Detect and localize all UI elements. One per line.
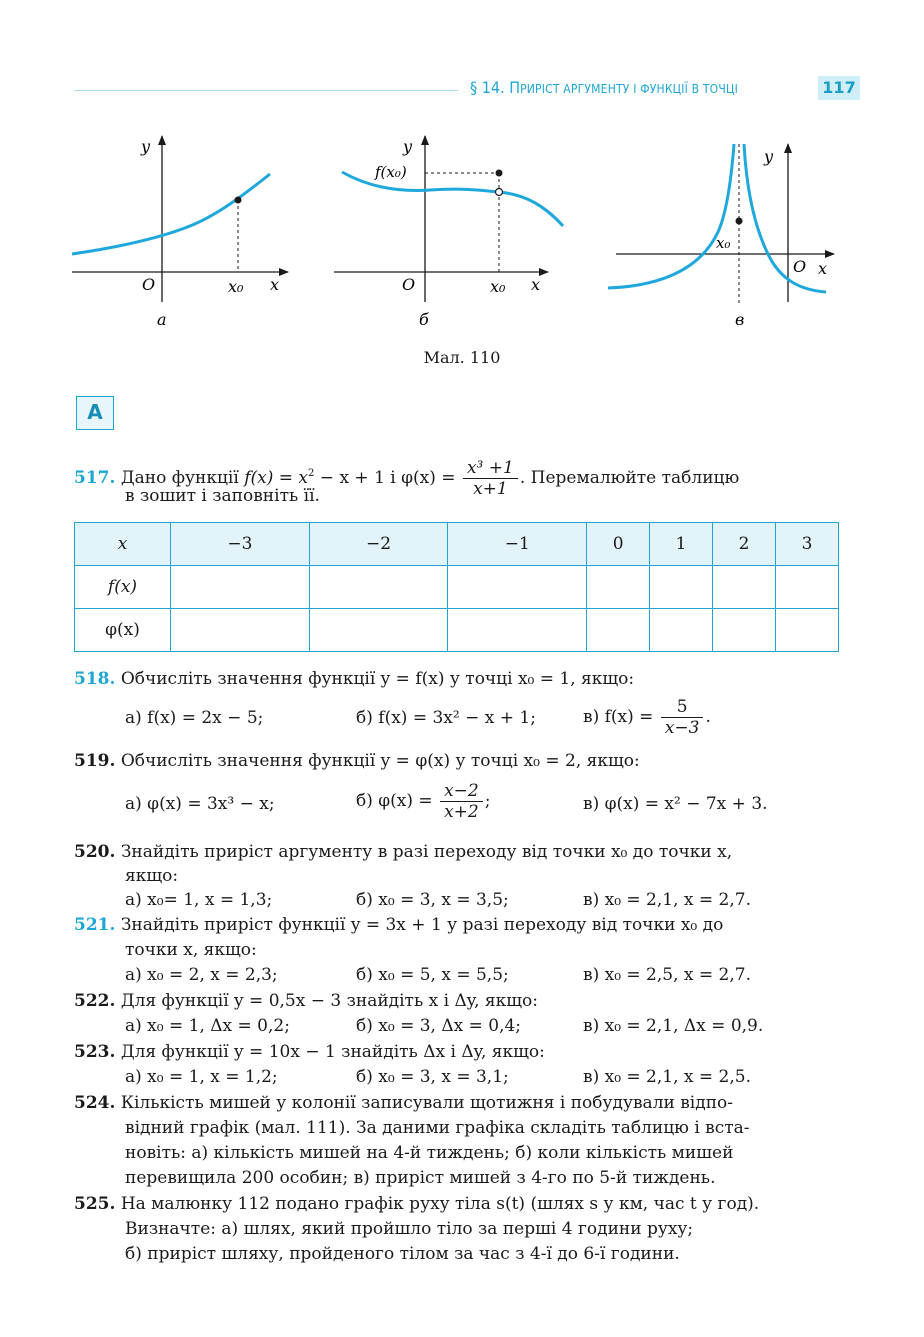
values-table	[74, 522, 839, 652]
label-fx0: f(x₀)	[375, 163, 407, 181]
table-cell	[309, 609, 448, 652]
problem-text: в) f(x) =	[583, 707, 654, 727]
table-cell	[713, 566, 776, 609]
fraction	[661, 697, 704, 738]
problem-518-c	[583, 697, 711, 738]
problem-number: 519.	[74, 751, 116, 771]
fraction-numerator: x−2	[444, 781, 479, 801]
problem-521-b: б) x₀ = 5, x = 5,5;	[356, 965, 509, 985]
label-x0: x₀	[228, 277, 244, 296]
section-title-initial: П	[509, 78, 521, 97]
label-x0: x₀	[490, 277, 506, 296]
label-origin: O	[142, 275, 156, 294]
problem-519	[74, 749, 640, 774]
problem-text: Знайдіть приріст функції y = 3x + 1 у разі переходу від точки x₀ до	[120, 915, 724, 935]
problem-517-line2: в зошит і заповніть її.	[125, 486, 320, 506]
graphs-svg	[0, 120, 924, 340]
table-cell: 1	[650, 523, 713, 566]
point-marker	[496, 170, 503, 177]
problem-number: 524.	[74, 1093, 116, 1113]
table-cell	[309, 566, 448, 609]
problem-522-c: в) x₀ = 2,1, Δx = 0,9.	[583, 1016, 764, 1036]
problem-text: . Перемалюйте таблицю	[519, 468, 740, 488]
figure-caption: Мал. 110	[423, 348, 501, 367]
fraction-denominator: x+2	[444, 802, 479, 822]
table-cell	[587, 566, 650, 609]
table-cell	[448, 566, 587, 609]
panel-letter: в	[735, 310, 745, 329]
table-cell	[448, 609, 587, 652]
hollow-point-marker	[496, 189, 503, 196]
problem-521-c: в) x₀ = 2,5, x = 2,7.	[583, 965, 751, 985]
problem-520-c: в) x₀ = 2,1, x = 2,7.	[583, 890, 751, 910]
problem-523	[74, 1040, 545, 1065]
table-cell	[776, 609, 839, 652]
problem-number: 520.	[74, 842, 116, 862]
table-row-label: φ(x)	[75, 609, 171, 652]
table-cell: 0	[587, 523, 650, 566]
label-origin: O	[402, 275, 416, 294]
problem-523-c: в) x₀ = 2,1, x = 2,5.	[583, 1067, 751, 1087]
problem-520-line2: якщо:	[125, 866, 179, 886]
problem-522-a: а) x₀ = 1, Δx = 0,2;	[125, 1016, 290, 1036]
problem-523-a: а) x₀ = 1, x = 1,2;	[125, 1067, 278, 1087]
problem-text: ;	[484, 791, 491, 811]
formula: − x + 1 і φ(x) =	[314, 468, 456, 488]
problem-522-b: б) x₀ = 3, Δx = 0,4;	[356, 1016, 522, 1036]
label-x: x	[818, 259, 828, 278]
label-y: y	[764, 147, 774, 166]
section-level-badge: А	[76, 396, 114, 430]
label-x: x	[531, 275, 541, 294]
table-cell: −1	[448, 523, 587, 566]
graph-b	[334, 136, 563, 329]
problem-524	[74, 1091, 733, 1116]
problem-517: 517. Дано функції $f(x) = x^2 - x + 1$ і φ(x) = $\frac{\text{x³ +1}}{x+1}$ . Перемалюйте таблицю	[74, 458, 740, 499]
table-cell	[171, 609, 310, 652]
problem-518-b: б) f(x) = 3x² − x + 1;	[356, 708, 536, 728]
problem-525-line3: б) приріст шляху, пройденого тілом за час з 4-ї до 6-ї години.	[125, 1244, 680, 1264]
problem-519-c: в) φ(x) = x² − 7x + 3.	[583, 794, 768, 814]
problem-524-line3: новіть: а) кількість мишей на 4-й тиждень; б) коли кількість мишей	[125, 1143, 734, 1163]
table-cell	[650, 609, 713, 652]
table-cell	[776, 566, 839, 609]
table-row	[75, 609, 839, 652]
table-cell: 2	[713, 523, 776, 566]
problem-519-b	[356, 781, 490, 822]
label-x0: x₀	[716, 234, 731, 252]
fraction	[463, 458, 518, 499]
problem-text: Обчисліть значення функції y = f(x) у точці x₀ = 1, якщо:	[120, 669, 635, 689]
table-row	[75, 566, 839, 609]
panel-letter: б	[419, 310, 429, 329]
table-header-row	[75, 523, 839, 566]
table-cell: −3	[171, 523, 310, 566]
point-marker	[235, 197, 242, 204]
section-number: § 14.	[470, 78, 505, 97]
problem-521-a: а) x₀ = 2, x = 2,3;	[125, 965, 278, 985]
problem-text: Кількість мишей у колонії записували щотижня і побудували відпо-	[120, 1093, 734, 1113]
problem-520	[74, 840, 732, 865]
graph-a	[72, 136, 288, 329]
problem-text: .	[705, 707, 711, 727]
function-curve	[72, 174, 270, 254]
problem-518-a: а) f(x) = 2x − 5;	[125, 708, 264, 728]
problem-518	[74, 667, 634, 692]
problem-number: 521.	[74, 915, 116, 935]
problem-523-b: б) x₀ = 3, x = 3,1;	[356, 1067, 509, 1087]
fraction-denominator: x−3	[664, 718, 700, 738]
problem-number: 518.	[74, 669, 116, 689]
label-y: y	[141, 137, 151, 156]
cell-text: x	[117, 534, 128, 554]
fraction	[440, 781, 483, 822]
problem-text: б) φ(x) =	[356, 791, 433, 811]
table-cell: −2	[309, 523, 448, 566]
problem-520-b: б) x₀ = 3, x = 3,5;	[356, 890, 509, 910]
problem-number: 517.	[74, 468, 116, 488]
table-cell	[587, 609, 650, 652]
problem-text: На малюнку 112 подано графік руху тіла s(t) (шлях s у км, час t у год).	[120, 1194, 760, 1214]
problem-text: Обчисліть значення функції y = φ(x) у точці x₀ = 2, якщо:	[120, 751, 640, 771]
fraction-numerator: x³ +1	[466, 458, 514, 478]
label-origin: O	[793, 257, 807, 276]
problem-number: 523.	[74, 1042, 116, 1062]
header-rule	[74, 90, 458, 91]
graph-c	[608, 144, 834, 329]
problem-521-line2: точки x, якщо:	[125, 940, 257, 960]
section-heading	[470, 78, 738, 97]
problem-520-a: а) x₀= 1, x = 1,3;	[125, 890, 273, 910]
problem-number: 525.	[74, 1194, 116, 1214]
label-y: y	[403, 137, 413, 156]
table-cell: 3	[776, 523, 839, 566]
fraction-numerator: 5	[661, 697, 704, 718]
problem-524-line4: перевищила 200 особин; в) приріст мишей з 4-го по 5-й тиждень.	[125, 1168, 716, 1188]
problem-525-line2: Визначте: а) шлях, який пройшло тіло за перші 4 години руху;	[125, 1219, 694, 1239]
table-cell	[713, 609, 776, 652]
panel-letter: а	[157, 310, 167, 329]
problem-522	[74, 989, 538, 1014]
formula: f(x) = x	[244, 468, 309, 488]
problem-525	[74, 1192, 759, 1217]
problem-521	[74, 913, 723, 938]
table-cell	[650, 566, 713, 609]
label-x: x	[270, 275, 280, 294]
right-branch	[744, 144, 826, 292]
section-title-rest: РИРІСТ АРГУМЕНТУ І ФУНКЦІЇ В ТОЧЦІ	[520, 82, 738, 96]
problem-text: Знайдіть приріст аргументу в разі переходу від точки x₀ до точки x,	[120, 842, 733, 862]
table-cell	[75, 523, 171, 566]
fraction-denominator: x+1	[473, 479, 508, 499]
problem-text: Дано функції	[120, 468, 245, 488]
problem-text: Для функції y = 0,5x − 3 знайдіть x і Δy, якщо:	[120, 991, 539, 1011]
table-row-label: f(x)	[75, 566, 171, 609]
figure-110	[0, 120, 924, 340]
page-number: 117	[818, 76, 860, 100]
problem-text: Для функції y = 10x − 1 знайдіть Δx і Δy, якщо:	[120, 1042, 545, 1062]
problem-number: 522.	[74, 991, 116, 1011]
problem-519-a: а) φ(x) = 3x³ − x;	[125, 794, 275, 814]
table-cell	[171, 566, 310, 609]
point-marker	[736, 218, 743, 225]
left-branch	[608, 144, 734, 288]
problem-524-line2: відний графік (мал. 111). За даними графіка складіть таблицю і вста-	[125, 1118, 750, 1138]
